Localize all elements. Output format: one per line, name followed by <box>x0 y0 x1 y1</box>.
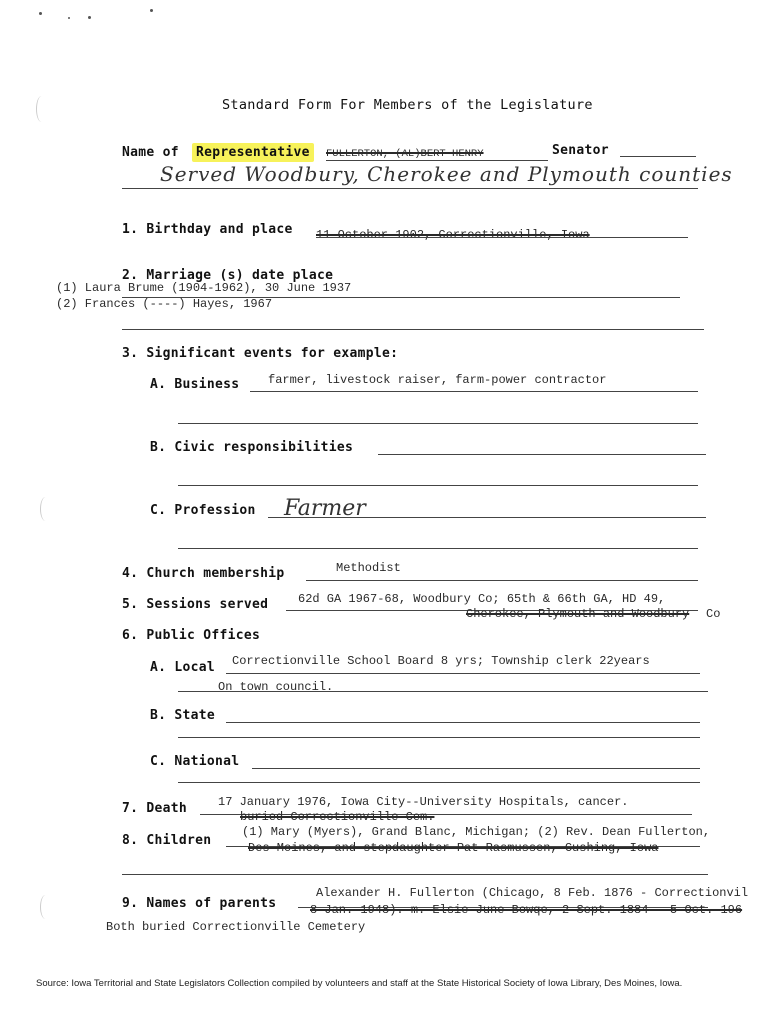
children-value-2: Des Moines, and stepdaughter Pat Rasmussen, Cushing, Iowa <box>248 841 659 855</box>
struck-name: FULLERTON, (AL)BERT HENRY <box>326 148 484 160</box>
local-line-2 <box>178 691 708 692</box>
name-label: Name of <box>122 145 179 160</box>
marriage-2: (2) Frances (----) Hayes, 1967 <box>56 297 273 311</box>
birthday-line <box>316 237 688 238</box>
margin-mark <box>40 895 51 919</box>
senator-label: Senator <box>552 143 609 158</box>
marriage-line-2 <box>122 329 704 330</box>
birthday-value: 11 October 1902, Correctionville, Iowa <box>316 228 590 242</box>
state-line-2 <box>178 737 700 738</box>
parents-value-2: 8 Jan. 1948). m. Elsie June Bowqe, 2 Sept. 1884 - 5 Oct. 196 <box>310 903 743 917</box>
business-label: A. Business <box>150 377 240 392</box>
sessions-label: 5. Sessions served <box>122 597 269 612</box>
profession-line-2 <box>178 548 698 549</box>
business-line <box>250 391 698 392</box>
served-line <box>122 188 698 189</box>
scan-speck <box>68 17 70 19</box>
offices-label: 6. Public Offices <box>122 628 261 643</box>
business-value: farmer, livestock raiser, farm-power contractor <box>268 373 607 387</box>
profession-label: C. Profession <box>150 503 256 518</box>
scan-speck <box>88 16 91 19</box>
local-value: Correctionville School Board 8 yrs; Township clerk 22years <box>232 654 650 668</box>
birthday-label: 1. Birthday and place <box>122 222 293 237</box>
church-line <box>306 580 698 581</box>
state-label: B. State <box>150 708 216 723</box>
events-label: 3. Significant events for example: <box>122 346 399 361</box>
local-line <box>226 673 700 674</box>
children-label: 8. Children <box>122 833 212 848</box>
national-line-2 <box>178 782 700 783</box>
national-line <box>252 768 700 769</box>
name-line <box>326 160 548 161</box>
profession-line <box>268 517 706 518</box>
local-label: A. Local <box>150 660 216 675</box>
sessions-value-2-tail: Co <box>706 607 721 621</box>
parents-note: Both buried Correctionville Cemetery <box>106 920 366 934</box>
parents-value: Alexander H. Fullerton (Chicago, 8 Feb. 1876 - Correctionvil <box>316 886 749 900</box>
sessions-value-2: Cherokee, Plymouth and Woodbury <box>466 607 690 621</box>
parents-label: 9. Names of parents <box>122 896 277 911</box>
profession-value: Farmer <box>284 496 366 521</box>
death-value-2: buried Correctionville Cem. <box>240 810 435 824</box>
margin-mark <box>40 497 51 521</box>
served-handwriting: Served Woodbury, Cherokee and Plymouth counties <box>160 162 733 186</box>
senator-line <box>620 156 696 157</box>
death-value: 17 January 1976, Iowa City--University Hospitals, cancer. <box>218 795 629 809</box>
marriage-1: (1) Laura Brume (1904-1962), 30 June 1937 <box>56 281 352 295</box>
margin-mark <box>36 96 47 122</box>
national-label: C. National <box>150 754 240 769</box>
source-caption: Source: Iowa Territorial and State Legislators Collection compiled by volunteers and staff at the State Historical Society of Iowa Library, Des Moines, Iowa. <box>36 978 683 989</box>
civic-line <box>378 454 706 455</box>
children-line-2 <box>122 874 708 875</box>
sessions-value: 62d GA 1967-68, Woodbury Co; 65th & 66th GA, HD 49, <box>298 592 666 606</box>
form-title: Standard Form For Members of the Legislature <box>222 97 593 113</box>
civic-line-2 <box>178 485 698 486</box>
church-value: Methodist <box>336 561 401 575</box>
local-value-2: On town council. <box>218 680 334 694</box>
marriage-label: 2. Marriage (s) date place <box>122 268 334 283</box>
church-label: 4. Church membership <box>122 566 285 581</box>
business-line-2 <box>178 423 698 424</box>
state-line <box>226 722 700 723</box>
death-label: 7. Death <box>122 801 188 816</box>
scan-speck <box>150 9 153 12</box>
scan-speck <box>39 12 42 15</box>
children-value: (1) Mary (Myers), Grand Blanc, Michigan; (2) Rev. Dean Fullerton, <box>242 825 711 839</box>
representative-highlight: Representative <box>192 143 314 162</box>
civic-label: B. Civic responsibilities <box>150 440 354 455</box>
